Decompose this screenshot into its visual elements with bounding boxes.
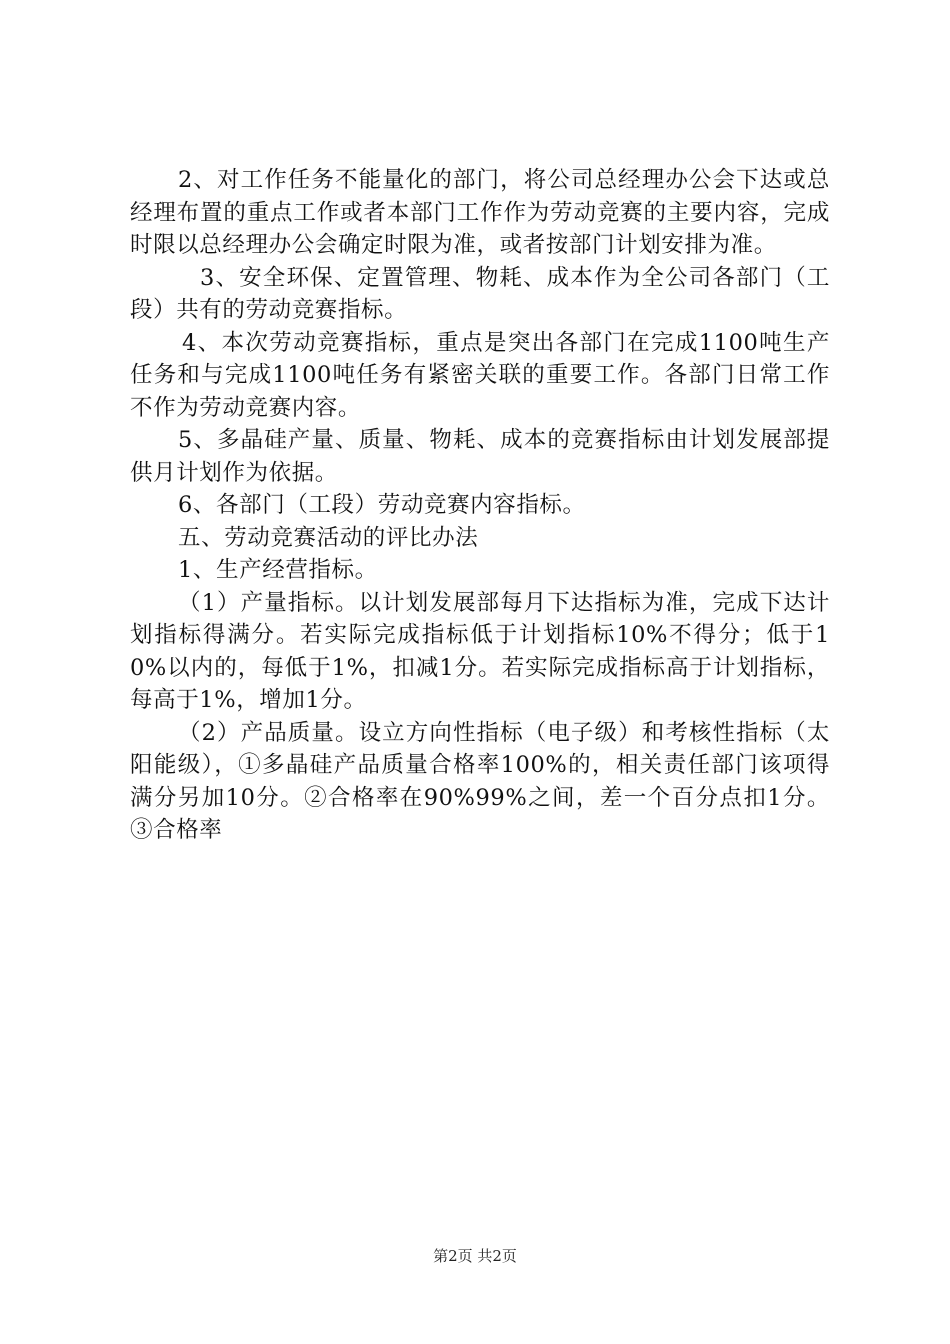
paragraph-item-6: 6、各部门（工段）劳动竞赛内容指标。 [178, 492, 586, 518]
paragraph-output-indicator: （1）产量指标。以计划发展部每月下达指标为准，完成下达计划指标得满分。若实际完成指标低于计划指标10%不得分；低于10%以内的，每低于1%，扣减1分。若实际完成指标高于计划指标，每高于1%，增加1分。 [130, 589, 830, 713]
paragraph-item-2: 2、对工作任务不能量化的部门，将公司总经理办公会下达或总经理布置的重点工作或者本部门工作作为劳动竞赛的主要内容，完成时限以总经理办公会确定时限为准，或者按部门计划安排为准。 [130, 167, 830, 258]
page-footer: 第2页 共2页 [433, 1247, 517, 1265]
paragraph-item-4: 4、本次劳动竞赛指标，重点是突出各部门在完成1100吨生产任务和与完成1100吨任务有紧密关联的重要工作。各部门日常工作不作为劳动竞赛内容。 [130, 329, 830, 421]
document-body [130, 164, 830, 847]
paragraph-product-quality: （2）产品质量。设立方向性指标（电子级）和考核性指标（太阳能级），①多晶硅产品质量合格率100%的，相关责任部门该项得满分另加10分。②合格率在90%99%之间，差一个百分点扣1分。③合格率 [130, 719, 830, 843]
paragraph-item-3: 3、安全环保、定置管理、物耗、成本作为全公司各部门（工段）共有的劳动竞赛指标。 [130, 264, 830, 323]
paragraph-item-5: 5、多晶硅产量、质量、物耗、成本的竞赛指标由计划发展部提供月计划作为依据。 [130, 427, 830, 486]
subheading-production-indicators: 1、生产经营指标。 [178, 557, 378, 583]
section-heading-evaluation: 五、劳动竞赛活动的评比办法 [178, 524, 479, 551]
